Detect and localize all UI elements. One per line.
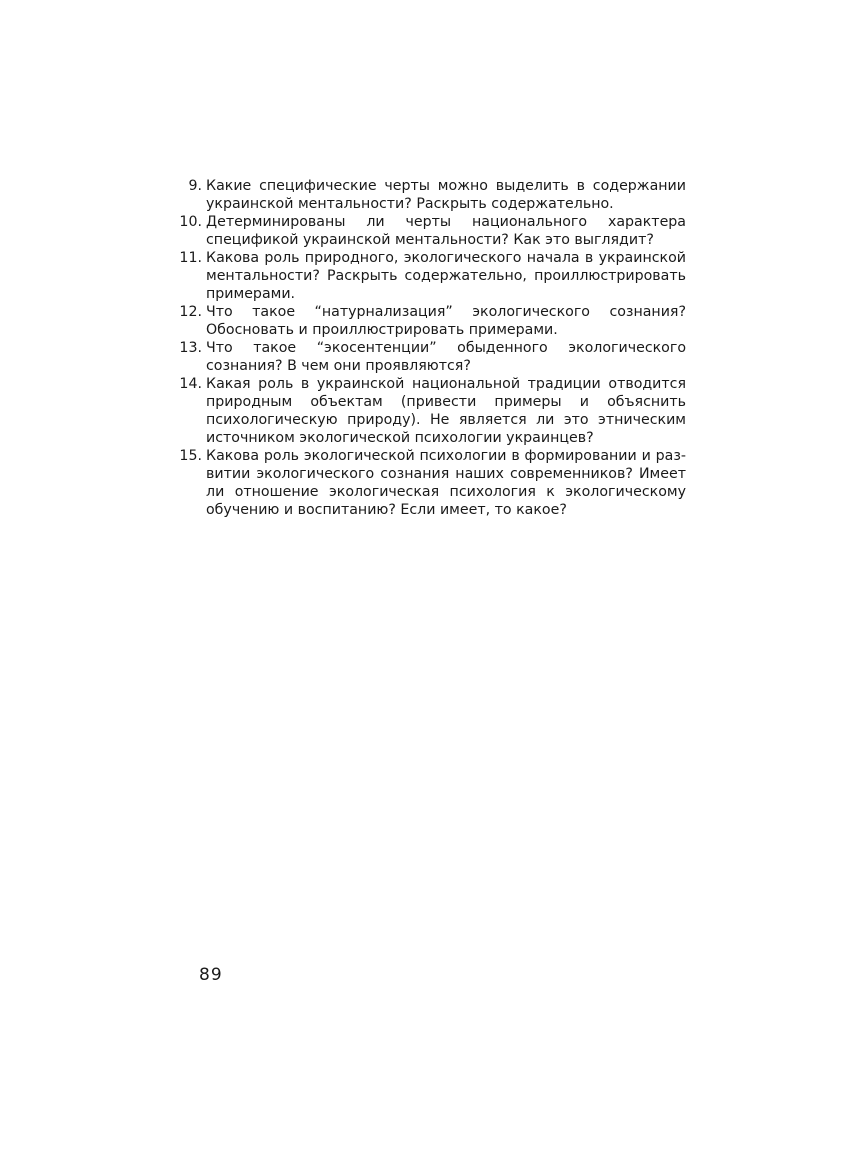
question-text: Какова роль экологической психологии в формировании и развитии экологического сознания наших современников? Имеет ли отношение экологическая психология к экологическому обучению и воспитанию? Если имеет, то какое? <box>206 448 686 518</box>
question-text: Что такое “экосентенции” обыденного экологического сознания? В чем они проявляются? <box>206 340 686 374</box>
page-number: 89 <box>199 965 223 985</box>
question-item <box>174 339 686 375</box>
question-number: 12. <box>179 304 202 320</box>
question-number: 10. <box>179 214 202 230</box>
question-item <box>174 177 686 213</box>
question-item <box>174 375 686 447</box>
question-list <box>174 177 686 519</box>
question-number: 15. <box>179 448 202 464</box>
question-text: Какова роль природного, экологического начала в украинской ментальности? Раскрыть содержательно, проиллюстрировать примерами. <box>206 250 686 302</box>
question-item <box>174 447 686 519</box>
question-item <box>174 213 686 249</box>
question-text: Что такое “натурнализация” экологического сознания? Обосновать и проиллюстрировать примерами. <box>206 304 686 338</box>
question-number: 13. <box>179 340 202 356</box>
question-number: 14. <box>179 376 202 392</box>
question-text: Какие специфические черты можно выделить в содержании украинской ментальности? Раскрыть содержательно. <box>206 178 686 212</box>
question-text: Какая роль в украинской национальной традиции отводится природным объектам (привести примеры и объяснить психологическую природу). Не является ли это этническим источником экологической психологии украинцев? <box>206 376 686 446</box>
question-item <box>174 303 686 339</box>
question-number: 11. <box>179 250 202 266</box>
question-text: Детерминированы ли черты национального характера спецификой украинской ментальности? Как это выглядит? <box>206 214 686 248</box>
question-item <box>174 249 686 303</box>
question-number: 9. <box>188 178 202 194</box>
